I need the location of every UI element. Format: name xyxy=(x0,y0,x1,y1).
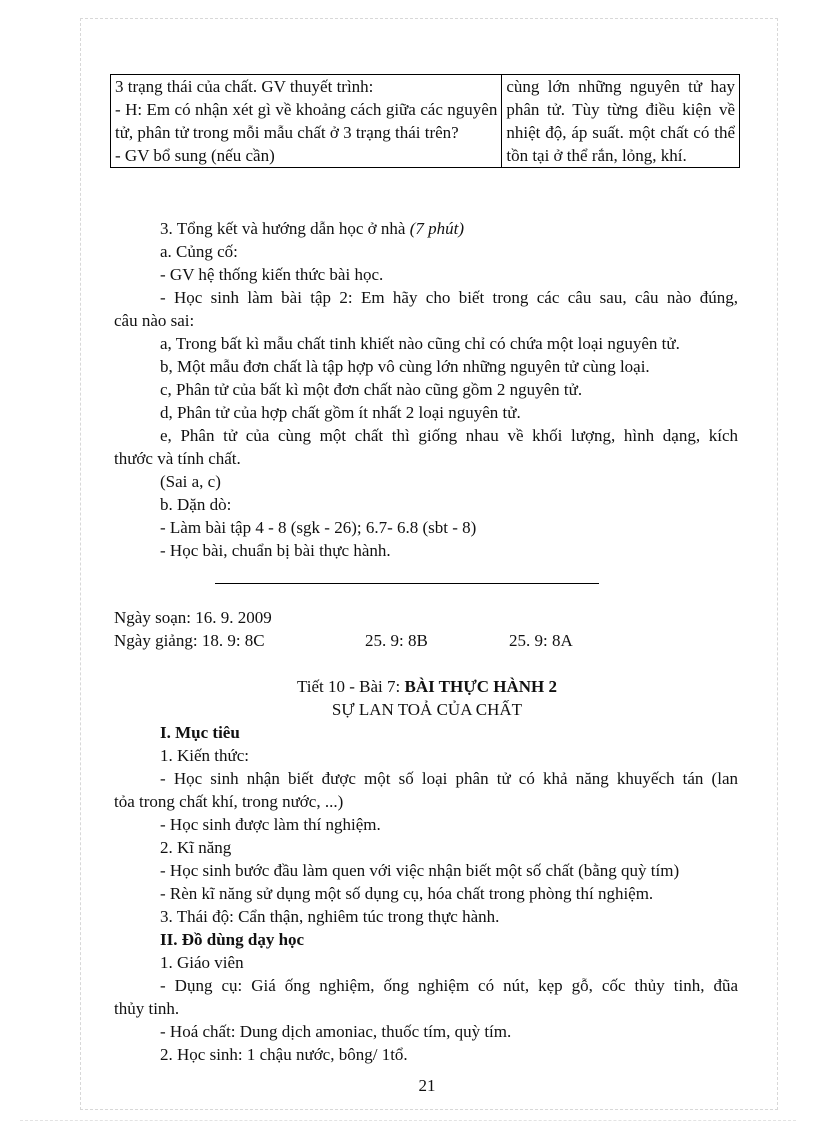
lesson-subtitle: SỰ LAN TOẢ CỦA CHẤT xyxy=(331,700,523,719)
page-number: 21 xyxy=(418,1076,436,1095)
summary-heading: 3. Tổng kết và hướng dẫn học ở nhà (7 phút) xyxy=(160,219,465,238)
date-taught-8a: 25. 9: 8A xyxy=(509,631,573,650)
knowledge-item: - Học sinh được làm thí nghiệm. xyxy=(160,815,381,834)
table-left-question: - H: Em có nhận xét gì về khoảng cách giữa các nguyên tử, phân tử trong mỗi mẫu chất ở 3 trạng thái trên? xyxy=(115,100,498,142)
lesson-title-bold: BÀI THỰC HÀNH 2 xyxy=(404,677,558,696)
attitude-line: 3. Thái độ: Cẩn thận, nghiêm túc trong thực hành. xyxy=(160,907,500,926)
tools-line-cont: thủy tinh. xyxy=(114,999,180,1018)
skills-heading: 2. Kĩ năng xyxy=(160,838,232,857)
teacher-heading: 1. Giáo viên xyxy=(160,953,244,972)
table-cell-left xyxy=(111,75,502,168)
students-line: 2. Học sinh: 1 chậu nước, bông/ 1tổ. xyxy=(160,1045,408,1064)
activity-table xyxy=(110,74,740,168)
exercise-option-b: b, Một mẫu đơn chất là tập hợp vô cùng lớn những nguyên tử cùng loại. xyxy=(160,357,650,376)
table-cell-right: cùng lớn những nguyên tử hay phân tử. Tùy từng điều kiện về nhiệt độ, áp suất. một chất có thể tồn tại ở thể rắn, lỏng, khí. xyxy=(502,75,740,168)
table-left-line: 3 trạng thái của chất. GV thuyết trình: xyxy=(115,77,374,96)
table-row xyxy=(111,75,740,168)
exercise-option-e: e, Phân tử của cùng một chất thì giống nhau về khối lượng, hình dạng, kích xyxy=(160,426,738,445)
exercise-line: - Học sinh làm bài tập 2: Em hãy cho biết trong các câu sau, câu nào đúng, xyxy=(160,288,738,307)
exercise-option-d: d, Phân tử của hợp chất gồm ít nhất 2 loại nguyên tử. xyxy=(160,403,521,422)
gv-system-line: - GV hệ thống kiến thức bài học. xyxy=(160,265,384,284)
section-materials: II. Đồ dùng dạy học xyxy=(160,930,305,949)
exercise-option-a: a, Trong bất kì mẫu chất tinh khiết nào cũng chỉ có chứa một loại nguyên tử. xyxy=(160,334,680,353)
section-objectives: I. Mục tiêu xyxy=(160,723,240,742)
table-left-line: - GV bổ sung (nếu cần) xyxy=(115,146,275,165)
exercise-line-cont: câu nào sai: xyxy=(114,311,195,330)
skills-item: - Học sinh bước đầu làm quen với việc nhận biết một số chất (bằng quỳ tím) xyxy=(160,861,680,880)
knowledge-heading: 1. Kiến thức: xyxy=(160,746,250,765)
date-prepared: Ngày soạn: 16. 9. 2009 xyxy=(114,608,272,627)
homework-item: - Học bài, chuẩn bị bài thực hành. xyxy=(160,541,391,560)
lesson-title: Tiết 10 - Bài 7: BÀI THỰC HÀNH 2 xyxy=(296,677,558,696)
section-separator xyxy=(215,583,599,584)
tools-line: - Dụng cụ: Giá ống nghiệm, ống nghiệm có nút, kẹp gỗ, cốc thủy tinh, đũa xyxy=(160,976,738,995)
date-taught-8c: Ngày giảng: 18. 9: 8C xyxy=(114,631,265,650)
exercise-option-c: c, Phân tử của bất kì một đơn chất nào cũng gồm 2 nguyên tử. xyxy=(160,380,583,399)
skills-item: - Rèn kĩ năng sử dụng một số dụng cụ, hóa chất trong phòng thí nghiệm. xyxy=(160,884,654,903)
date-taught-8b: 25. 9: 8B xyxy=(365,631,428,650)
knowledge-item: - Học sinh nhận biết được một số loại phân tử có khả năng khuyếch tán (lan xyxy=(160,769,738,788)
chemicals-line: - Hoá chất: Dung dịch amoniac, thuốc tím, quỳ tím. xyxy=(160,1022,512,1041)
page-bottom-divider xyxy=(20,1120,796,1121)
homework-heading: b. Dặn dò: xyxy=(160,495,232,514)
summary-heading-time: (7 phút) xyxy=(409,219,465,238)
consolidate-heading: a. Củng cố: xyxy=(160,242,238,261)
exercise-option-e-cont: thước và tính chất. xyxy=(114,449,241,468)
homework-item: - Làm bài tập 4 - 8 (sgk - 26); 6.7- 6.8 (sbt - 8) xyxy=(160,518,477,537)
exercise-answer: (Sai a, c) xyxy=(160,472,221,491)
knowledge-item-cont: tỏa trong chất khí, trong nước, ...) xyxy=(114,792,344,811)
